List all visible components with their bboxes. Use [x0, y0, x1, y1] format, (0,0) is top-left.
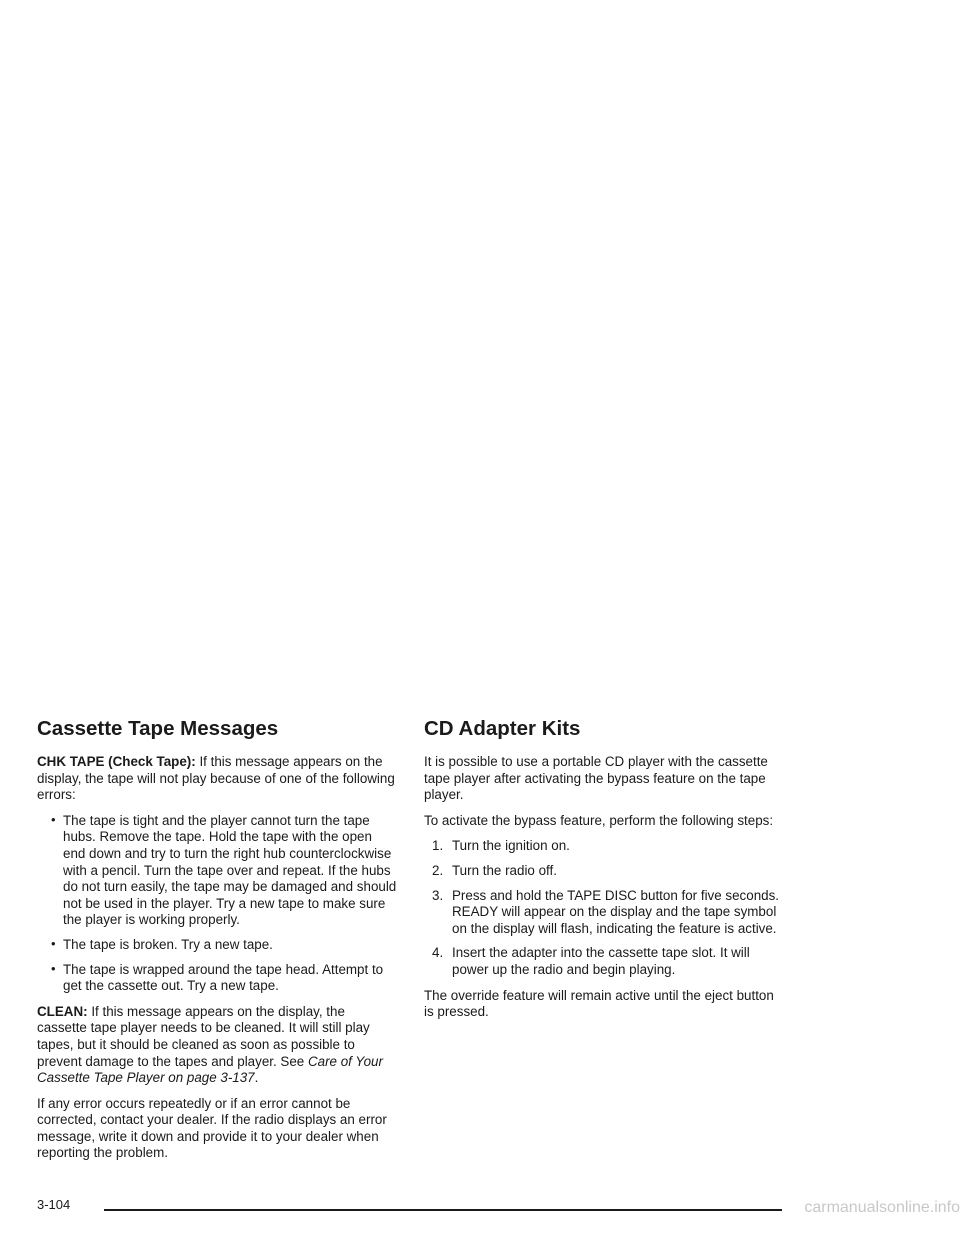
list-item	[432, 945, 786, 978]
step-text: Turn the ignition on.	[452, 838, 570, 854]
cross-reference-link[interactable]: Care of Your Cassette Tape Player on page 3-137	[37, 1053, 383, 1086]
bullet-icon: •	[51, 935, 56, 951]
chk-tape-paragraph	[37, 754, 397, 804]
step-number: 2.	[432, 862, 444, 878]
left-column	[37, 716, 397, 1171]
right-column	[424, 716, 786, 1030]
clean-label: CLEAN:	[37, 1003, 88, 1019]
list-item	[51, 935, 397, 954]
clean-text: If this message appears on the display, the cassette tape player needs to be cleaned. It will still play tapes, but it should be cleaned as soon as possible to prevent damage to the tapes and player. See	[37, 1003, 370, 1069]
section-heading-cassette: Cassette Tape Messages	[37, 717, 279, 740]
list-item	[51, 811, 397, 929]
list-item	[51, 960, 397, 995]
intro-paragraph: It is possible to use a portable CD player with the cassette tape player after activating the bypass feature on the tape player.	[424, 754, 768, 803]
step-number: 1.	[432, 838, 444, 854]
error-paragraph: If any error occurs repeatedly or if an error cannot be corrected, contact your dealer. If the radio displays an error message, write it down and provide it to your dealer when reporting the problem.	[37, 1095, 387, 1161]
step-text: Press and hold the TAPE DISC button for five seconds. READY will appear on the display and the tape symbol on the display will flash, indicating the feature is active.	[452, 887, 780, 936]
list-item-text: The tape is broken. Try a new tape.	[63, 936, 273, 952]
watermark: carmanualsonline.info	[804, 1199, 960, 1216]
step-number: 3.	[432, 887, 444, 903]
activate-paragraph: To activate the bypass feature, perform the following steps:	[424, 812, 774, 828]
step-text: Insert the adapter into the cassette tape slot. It will power up the radio and begin playing.	[452, 945, 750, 977]
bullet-icon: •	[51, 960, 56, 976]
chk-tape-text: If this message appears on the display, the tape will not play because of one of the following errors:	[37, 754, 395, 803]
list-item	[432, 838, 786, 855]
bullet-icon: •	[51, 811, 56, 827]
list-item	[432, 862, 786, 880]
footer-divider	[104, 1209, 782, 1211]
list-item-text: The tape is wrapped around the tape head. Attempt to get the cassette out. Try a new tape.	[63, 961, 384, 994]
page-number: 3-104	[37, 1197, 71, 1212]
list-item	[432, 887, 786, 938]
chk-tape-label: CHK TAPE (Check Tape):	[37, 754, 196, 769]
section-heading-cd-adapter: CD Adapter Kits	[424, 717, 581, 740]
step-text: Turn the radio off.	[452, 862, 557, 878]
list-item-text: The tape is tight and the player cannot turn the tape hubs. Remove the tape. Hold the tape with the open end down and try to turn the right hub counterclockwise with a pencil. Turn the tape over and repeat. If the hubs do not turn easily, the tape may be damaged and should not be used in the player. Try a new tape to make sure the player is working properly.	[63, 812, 397, 928]
steps-list	[424, 838, 786, 978]
error-list	[37, 813, 397, 995]
override-paragraph: The override feature will remain active until the eject button is pressed.	[424, 987, 774, 1020]
clean-paragraph	[37, 1004, 397, 1087]
step-number: 4.	[432, 945, 444, 961]
clean-end: .	[254, 1070, 259, 1086]
